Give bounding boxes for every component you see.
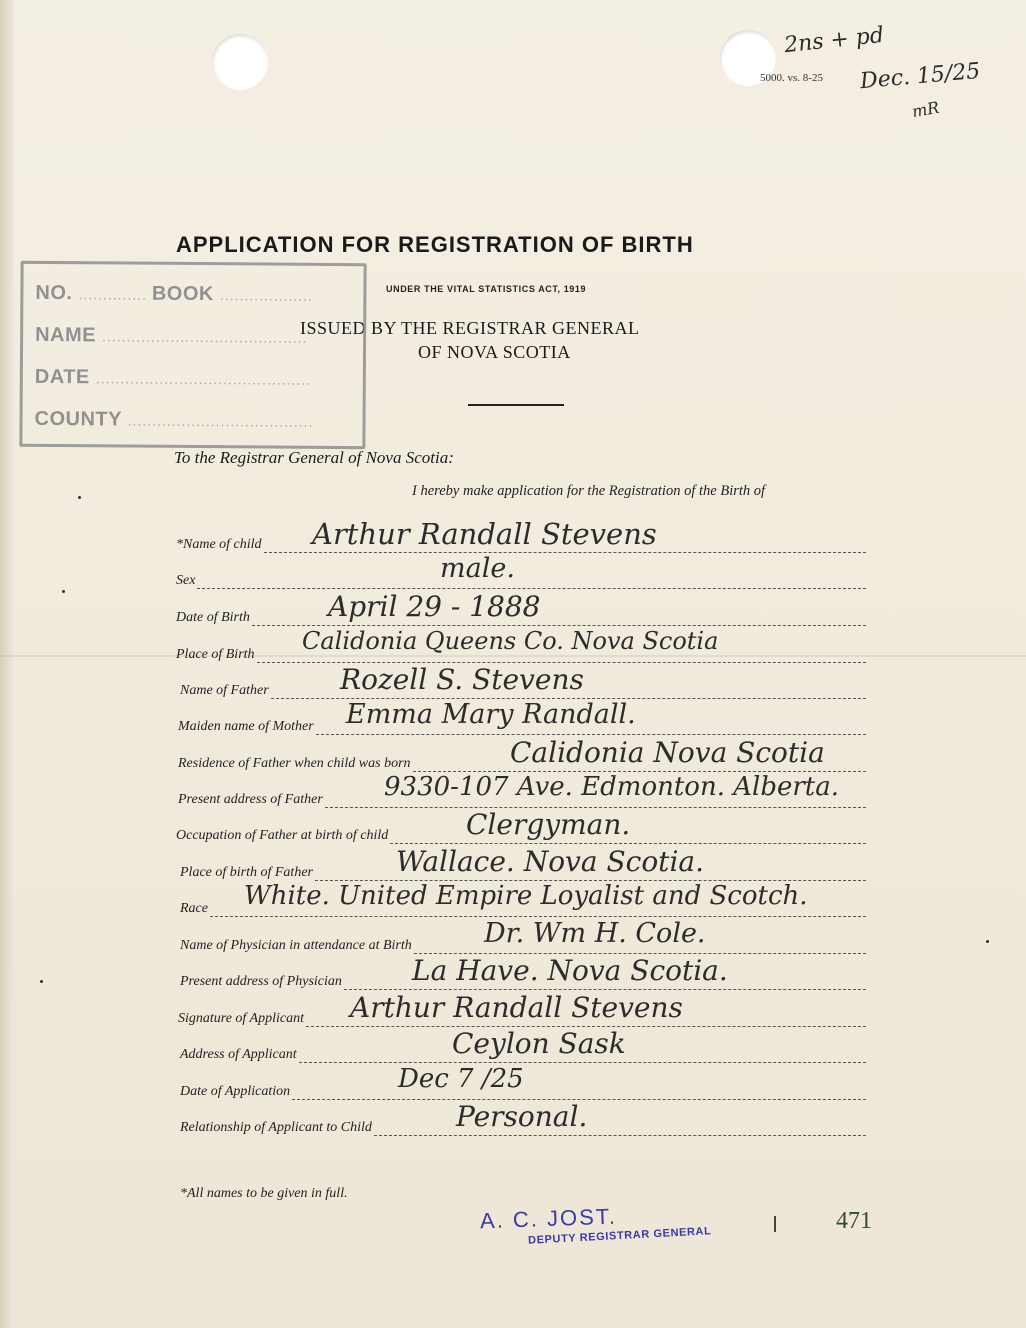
issuer-line-2: OF NOVA SCOTIA [418, 342, 571, 362]
paper-speck [40, 980, 43, 983]
field-underline [299, 1062, 866, 1063]
field-label: Residence of Father when child was born [178, 756, 411, 771]
paper-fold [0, 655, 1026, 657]
stamp-label-date: DATE [34, 365, 90, 389]
field-underline [210, 916, 866, 917]
field-label: Name of Physician in attendance at Birth [180, 938, 412, 953]
handwritten-note: 2ns + pd [782, 22, 886, 59]
handwritten-date-note: Dec. 15/25 [859, 58, 982, 95]
field-label: Occupation of Father at birth of child [176, 828, 389, 843]
field-value: La Have. Nova Scotia. [412, 954, 728, 987]
stamp-dots: ............................................ [95, 370, 312, 388]
field-underline [344, 989, 866, 990]
field-underline [252, 625, 866, 626]
field-label: Place of Birth [176, 647, 255, 662]
field-label: Present address of Physician [180, 974, 342, 989]
field-underline [390, 843, 866, 844]
stamp-label-county: COUNTY [34, 407, 122, 431]
field-value: Wallace. Nova Scotia. [396, 845, 704, 878]
field-label: Name of Father [180, 683, 269, 698]
pencil-mark [774, 1216, 776, 1232]
field-value: Arthur Randall Stevens [312, 517, 657, 551]
stamp-row-name [35, 324, 307, 349]
field-value: White. United Empire Loyalist and Scotch. [244, 881, 808, 911]
field-value: Arthur Randall Stevens [350, 991, 683, 1024]
field-label: Date of Application [180, 1084, 291, 1099]
stamp-row-county [34, 408, 313, 433]
field-label: Sex [176, 573, 196, 588]
deputy-stamp-title: DEPUTY REGISTRAR GENERAL [527, 1225, 712, 1247]
field-label: Signature of Applicant [178, 1011, 304, 1026]
field-label: *Name of child [176, 537, 262, 552]
filing-stamp [19, 261, 366, 449]
deputy-stamp-name: A. C. JOST. [479, 1203, 618, 1234]
act-subtitle: UNDER THE VITAL STATISTICS ACT, 1919 [386, 284, 587, 294]
paper-edge [0, 0, 14, 1328]
stamp-dots: ...................................... [127, 412, 314, 430]
stamp-row-date [35, 366, 311, 391]
paper-speck [78, 496, 81, 499]
field-value: 9330-107 Ave. Edmonton. Alberta. [384, 772, 839, 802]
reference-number: 471 [836, 1208, 872, 1234]
stamp-label-book: BOOK [151, 282, 214, 306]
field-label: Address of Applicant [180, 1047, 297, 1062]
field-underline [374, 1135, 866, 1136]
field-value: April 29 - 1888 [328, 590, 541, 623]
field-value: Calidonia Queens Co. Nova Scotia [302, 627, 719, 655]
intro-line: I hereby make application for the Registration of the Birth of [412, 483, 766, 499]
paper-speck [986, 940, 989, 943]
field-value: Dec 7 /25 [398, 1064, 524, 1094]
title-rule [468, 404, 564, 406]
salutation: To the Registrar General of Nova Scotia: [174, 448, 454, 467]
stamp-dots: .......................................... [102, 328, 308, 346]
issuer-line-1: ISSUED BY THE REGISTRAR GENERAL [300, 318, 640, 338]
footnote: *All names to be given in full. [180, 1186, 348, 1201]
field-underline [197, 588, 866, 589]
field-label: Place of birth of Father [180, 865, 313, 880]
form-number: 5000. vs. 8-25 [760, 72, 823, 84]
field-value: male. [440, 553, 515, 584]
stamp-dots: .............. [78, 286, 152, 303]
field-underline [316, 734, 866, 735]
field-value: Calidonia Nova Scotia [510, 736, 825, 769]
stamp-dots: ................... [219, 287, 313, 304]
field-label: Relationship of Applicant to Child [180, 1120, 372, 1135]
field-label: Maiden name of Mother [178, 719, 314, 734]
field-value: Rozell S. Stevens [340, 663, 584, 696]
stamp-row-no-book [35, 282, 313, 307]
page-title: APPLICATION FOR REGISTRATION OF BIRTH [176, 232, 694, 257]
punch-hole-left [212, 34, 268, 90]
field-label: Race [180, 901, 208, 916]
field-value: Dr. Wm H. Cole. [484, 918, 706, 949]
stamp-label-no: NO. [35, 281, 73, 305]
field-value: Clergyman. [466, 808, 631, 841]
field-value: Personal. [456, 1100, 588, 1133]
field-label: Present address of Father [178, 792, 323, 807]
field-underline [264, 552, 866, 553]
stamp-label-name: NAME [35, 323, 97, 347]
field-value: Ceylon Sask [452, 1027, 626, 1060]
field-label: Date of Birth [176, 610, 250, 625]
paper-speck [62, 590, 65, 593]
field-value: Emma Mary Randall. [346, 699, 636, 730]
handwritten-initials: mR [910, 97, 941, 122]
